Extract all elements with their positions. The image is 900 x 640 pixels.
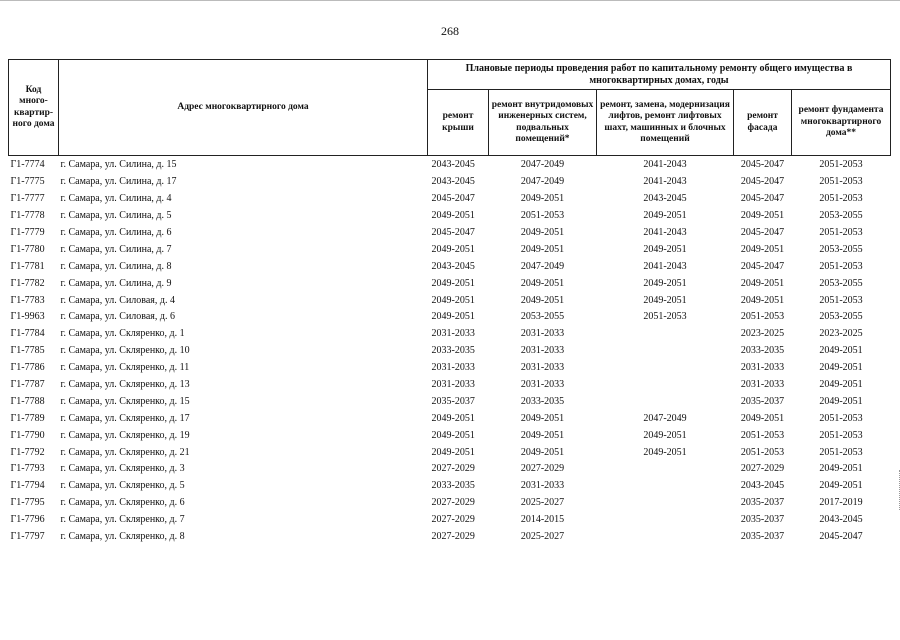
cell-elevators: 2049-2051 xyxy=(643,210,687,222)
cell-systems: 2031-2033 xyxy=(520,328,565,340)
cell-code: Г1-7784 xyxy=(10,328,45,340)
cell-foundation: 2051-2053 xyxy=(819,446,863,458)
cell-roof: 2035-2037 xyxy=(431,395,475,407)
cell-code: Г1-7794 xyxy=(10,480,45,492)
cell-foundation: 2051-2053 xyxy=(819,429,863,441)
cell-foundation: 2053-2055 xyxy=(819,210,863,222)
cell-systems: 2047-2049 xyxy=(520,260,565,272)
cell-facade: 2031-2033 xyxy=(740,379,785,391)
cell-systems: 2031-2033 xyxy=(520,345,565,357)
cell-address: г. Самара, ул. Скляренко, д. 17 xyxy=(60,412,190,424)
table-row xyxy=(9,360,891,377)
cell-systems: 2031-2033 xyxy=(520,480,565,492)
cell-code: Г1-7790 xyxy=(10,429,45,441)
cell-address: г. Самара, ул. Силина, д. 5 xyxy=(60,210,172,222)
cell-foundation: 2053-2055 xyxy=(819,311,863,323)
cell-foundation: 2051-2053 xyxy=(819,193,863,205)
table-row xyxy=(9,326,891,343)
cell-roof: 2049-2051 xyxy=(431,429,475,441)
cell-facade: 2051-2053 xyxy=(740,429,785,441)
cell-code: Г1-7786 xyxy=(10,362,45,374)
cell-code: Г1-7774 xyxy=(10,159,45,171)
cell-foundation: 2053-2055 xyxy=(819,277,863,289)
cell-code: Г1-7792 xyxy=(10,446,45,458)
table-row xyxy=(9,343,891,360)
cell-roof: 2033-2035 xyxy=(431,480,475,492)
cell-systems: 2049-2051 xyxy=(520,429,565,441)
cell-roof: 2049-2051 xyxy=(431,311,475,323)
cell-systems: 2049-2051 xyxy=(520,277,565,289)
cell-address: г. Самара, ул. Скляренко, д. 5 xyxy=(60,480,185,492)
cell-roof: 2049-2051 xyxy=(431,294,475,306)
cell-facade: 2023-2025 xyxy=(740,328,785,340)
table-row xyxy=(9,191,891,208)
cell-facade: 2035-2037 xyxy=(740,531,785,543)
cell-code: Г1-7778 xyxy=(10,210,45,222)
cell-roof: 2045-2047 xyxy=(431,193,475,205)
cell-elevators: 2041-2043 xyxy=(643,227,687,238)
cell-systems: 2049-2051 xyxy=(520,412,565,424)
scan-margin-mark xyxy=(896,470,900,510)
cell-elevators: 2047-2049 xyxy=(643,412,687,424)
cell-address: г. Самара, ул. Силина, д. 17 xyxy=(60,176,177,188)
cell-systems: 2033-2035 xyxy=(520,395,565,407)
cell-foundation: 2051-2053 xyxy=(819,412,863,424)
cell-elevators xyxy=(597,377,734,394)
table-row xyxy=(9,156,891,174)
cell-facade: 2049-2051 xyxy=(740,294,785,306)
cell-elevators xyxy=(597,495,734,512)
cell-roof: 2049-2051 xyxy=(431,412,475,424)
cell-foundation: 2043-2045 xyxy=(819,514,863,526)
cell-roof: 2027-2029 xyxy=(431,463,475,475)
cell-foundation: 2051-2053 xyxy=(819,176,863,188)
cell-systems: 2049-2051 xyxy=(520,294,565,306)
cell-systems: 2047-2049 xyxy=(520,159,565,171)
table-row xyxy=(9,377,891,394)
cell-address: г. Самара, ул. Силина, д. 9 xyxy=(60,277,172,289)
cell-roof: 2049-2051 xyxy=(431,277,475,289)
cell-address: г. Самара, ул. Силина, д. 6 xyxy=(60,227,172,238)
cell-elevators: 2051-2053 xyxy=(643,311,687,323)
cell-systems: 2049-2051 xyxy=(520,446,565,458)
cell-roof: 2045-2047 xyxy=(431,227,475,238)
cell-code: Г1-7775 xyxy=(10,176,45,188)
cell-facade: 2049-2051 xyxy=(740,277,785,289)
cell-address: г. Самара, ул. Скляренко, д. 6 xyxy=(60,497,185,509)
cell-code: Г1-7793 xyxy=(10,463,45,475)
cell-code: Г1-7779 xyxy=(10,227,45,238)
cell-address: г. Самара, ул. Силина, д. 15 xyxy=(60,159,177,171)
table-row xyxy=(9,478,891,495)
table-row xyxy=(9,444,891,461)
cell-systems: 2025-2027 xyxy=(520,531,565,543)
cell-facade: 2031-2033 xyxy=(740,362,785,374)
cell-facade: 2043-2045 xyxy=(740,480,785,492)
cell-elevators xyxy=(597,326,734,343)
cell-code: Г1-7782 xyxy=(10,277,45,289)
cell-systems: 2049-2051 xyxy=(520,193,565,205)
cell-systems: 2049-2051 xyxy=(520,227,565,238)
cell-address: г. Самара, ул. Силина, д. 4 xyxy=(60,193,172,205)
table-row xyxy=(9,292,891,309)
cell-systems: 2014-2015 xyxy=(520,514,565,526)
cell-elevators: 2043-2045 xyxy=(643,193,687,205)
cell-roof: 2031-2033 xyxy=(431,379,475,391)
cell-foundation: 2049-2051 xyxy=(819,345,863,357)
cell-roof: 2049-2051 xyxy=(431,243,475,255)
cell-elevators: 2049-2051 xyxy=(643,294,687,306)
cell-facade: 2033-2035 xyxy=(740,345,785,357)
cell-roof: 2031-2033 xyxy=(431,328,475,340)
cell-facade: 2051-2053 xyxy=(740,311,785,323)
cell-roof: 2049-2051 xyxy=(431,210,475,222)
cell-systems: 2027-2029 xyxy=(520,463,565,475)
cell-roof: 2043-2045 xyxy=(431,159,475,171)
cell-elevators: 2049-2051 xyxy=(643,446,687,458)
cell-foundation: 2023-2025 xyxy=(819,328,863,340)
cell-foundation: 2049-2051 xyxy=(819,395,863,407)
cell-foundation: 2049-2051 xyxy=(819,463,863,475)
cell-roof: 2027-2029 xyxy=(431,531,475,543)
cell-systems: 2031-2033 xyxy=(520,362,565,374)
cell-facade: 2035-2037 xyxy=(740,514,785,526)
table-row xyxy=(9,529,891,546)
cell-address: г. Самара, ул. Скляренко, д. 7 xyxy=(60,514,185,526)
cell-facade: 2027-2029 xyxy=(740,463,785,475)
cell-foundation: 2053-2055 xyxy=(819,243,863,255)
cell-elevators: 2049-2051 xyxy=(643,277,687,289)
cell-elevators: 2041-2043 xyxy=(643,176,687,188)
cell-elevators xyxy=(597,461,734,478)
table-row xyxy=(9,225,891,242)
table-row xyxy=(9,512,891,529)
cell-code: Г1-7785 xyxy=(10,345,45,357)
table-row xyxy=(9,258,891,275)
table-header xyxy=(9,60,891,156)
cell-address: г. Самара, ул. Силина, д. 7 xyxy=(60,243,172,255)
table-row xyxy=(9,241,891,258)
header-facade: ремонт фасада xyxy=(734,90,792,156)
cell-elevators xyxy=(597,343,734,360)
cell-code: Г1-7783 xyxy=(10,294,45,306)
cell-foundation: 2017-2019 xyxy=(819,497,863,509)
header-elevators: ремонт, замена, модернизация лифтов, ремонт лифтовых шахт, машинных и блочных помещений xyxy=(597,90,734,156)
header-foundation: ремонт фундамента многоквартирного дома** xyxy=(792,90,891,156)
cell-facade: 2045-2047 xyxy=(740,193,785,205)
cell-roof: 2049-2051 xyxy=(431,446,475,458)
cell-roof: 2033-2035 xyxy=(431,345,475,357)
cell-address: г. Самара, ул. Скляренко, д. 15 xyxy=(60,395,190,407)
cell-elevators: 2049-2051 xyxy=(643,429,687,441)
cell-code: Г1-7789 xyxy=(10,412,45,424)
cell-systems: 2049-2051 xyxy=(520,243,565,255)
cell-foundation: 2049-2051 xyxy=(819,379,863,391)
cell-address: г. Самара, ул. Скляренко, д. 10 xyxy=(60,345,190,357)
cell-elevators xyxy=(597,393,734,410)
cell-code: Г1-7788 xyxy=(10,395,45,407)
header-periods-group: Плановые периоды проведения работ по капитальному ремонту общего имущества в многоквартирных домах, годы xyxy=(428,60,891,90)
cell-foundation: 2051-2053 xyxy=(819,159,863,171)
cell-facade: 2049-2051 xyxy=(740,210,785,222)
cell-code: Г1-7795 xyxy=(10,497,45,509)
cell-elevators xyxy=(597,512,734,529)
table-row xyxy=(9,427,891,444)
cell-roof: 2043-2045 xyxy=(431,260,475,272)
cell-facade: 2035-2037 xyxy=(740,497,785,509)
table-body xyxy=(9,156,891,546)
cell-address: г. Самара, ул. Скляренко, д. 13 xyxy=(60,379,190,391)
cell-facade: 2051-2053 xyxy=(740,446,785,458)
cell-elevators: 2041-2043 xyxy=(643,260,687,272)
cell-roof: 2031-2033 xyxy=(431,362,475,374)
cell-facade: 2049-2051 xyxy=(740,243,785,255)
cell-address: г. Самара, ул. Силовая, д. 6 xyxy=(60,311,175,323)
cell-foundation: 2051-2053 xyxy=(819,260,863,272)
cell-elevators: 2041-2043 xyxy=(643,159,687,171)
cell-facade: 2045-2047 xyxy=(740,159,785,171)
cell-foundation: 2051-2053 xyxy=(819,294,863,306)
header-code: Код много-квартир-ного дома xyxy=(9,60,59,156)
cell-elevators xyxy=(597,529,734,546)
table-row xyxy=(9,309,891,326)
cell-code: Г1-7781 xyxy=(10,260,45,272)
capital-repair-table xyxy=(8,59,891,545)
table-row xyxy=(9,174,891,191)
table-row xyxy=(9,495,891,512)
header-systems: ремонт внутридомовых инженерных систем, подвальных помещений* xyxy=(489,90,597,156)
cell-foundation: 2051-2053 xyxy=(819,227,863,238)
cell-elevators xyxy=(597,360,734,377)
header-roof: ремонт крыши xyxy=(428,90,489,156)
cell-foundation: 2049-2051 xyxy=(819,362,863,374)
cell-facade: 2035-2037 xyxy=(740,395,785,407)
cell-facade: 2045-2047 xyxy=(740,227,785,238)
cell-code: Г1-7780 xyxy=(10,243,45,255)
cell-address: г. Самара, ул. Скляренко, д. 21 xyxy=(60,446,190,458)
cell-facade: 2049-2051 xyxy=(740,412,785,424)
cell-code: Г1-7787 xyxy=(10,379,45,391)
table-row xyxy=(9,393,891,410)
cell-address: г. Самара, ул. Скляренко, д. 1 xyxy=(60,328,185,340)
cell-address: г. Самара, ул. Скляренко, д. 19 xyxy=(60,429,190,441)
cell-code: Г1-7796 xyxy=(10,514,45,526)
page-number: 268 xyxy=(441,24,459,38)
cell-code: Г1-9963 xyxy=(10,311,45,323)
cell-facade: 2045-2047 xyxy=(740,176,785,188)
cell-elevators xyxy=(597,478,734,495)
table-row xyxy=(9,275,891,292)
cell-roof: 2027-2029 xyxy=(431,514,475,526)
cell-foundation: 2049-2051 xyxy=(819,480,863,492)
cell-code: Г1-7797 xyxy=(10,531,45,543)
cell-elevators: 2049-2051 xyxy=(643,243,687,255)
cell-code: Г1-7777 xyxy=(10,193,45,205)
cell-systems: 2025-2027 xyxy=(520,497,565,509)
cell-roof: 2043-2045 xyxy=(431,176,475,188)
cell-address: г. Самара, ул. Скляренко, д. 3 xyxy=(60,463,185,475)
scan-top-edge xyxy=(0,0,900,1)
cell-address: г. Самара, ул. Скляренко, д. 8 xyxy=(60,531,185,543)
table-row xyxy=(9,410,891,427)
cell-address: г. Самара, ул. Силина, д. 8 xyxy=(60,260,172,272)
table-row xyxy=(9,461,891,478)
cell-address: г. Самара, ул. Скляренко, д. 11 xyxy=(60,362,190,374)
cell-address: г. Самара, ул. Силовая, д. 4 xyxy=(60,294,175,306)
cell-foundation: 2045-2047 xyxy=(819,531,863,543)
cell-systems: 2053-2055 xyxy=(520,311,565,323)
table-row xyxy=(9,208,891,225)
cell-systems: 2051-2053 xyxy=(520,210,565,222)
cell-systems: 2031-2033 xyxy=(520,379,565,391)
cell-systems: 2047-2049 xyxy=(520,176,565,188)
cell-facade: 2045-2047 xyxy=(740,260,785,272)
cell-roof: 2027-2029 xyxy=(431,497,475,509)
header-address: Адрес многоквартирного дома xyxy=(59,60,428,156)
